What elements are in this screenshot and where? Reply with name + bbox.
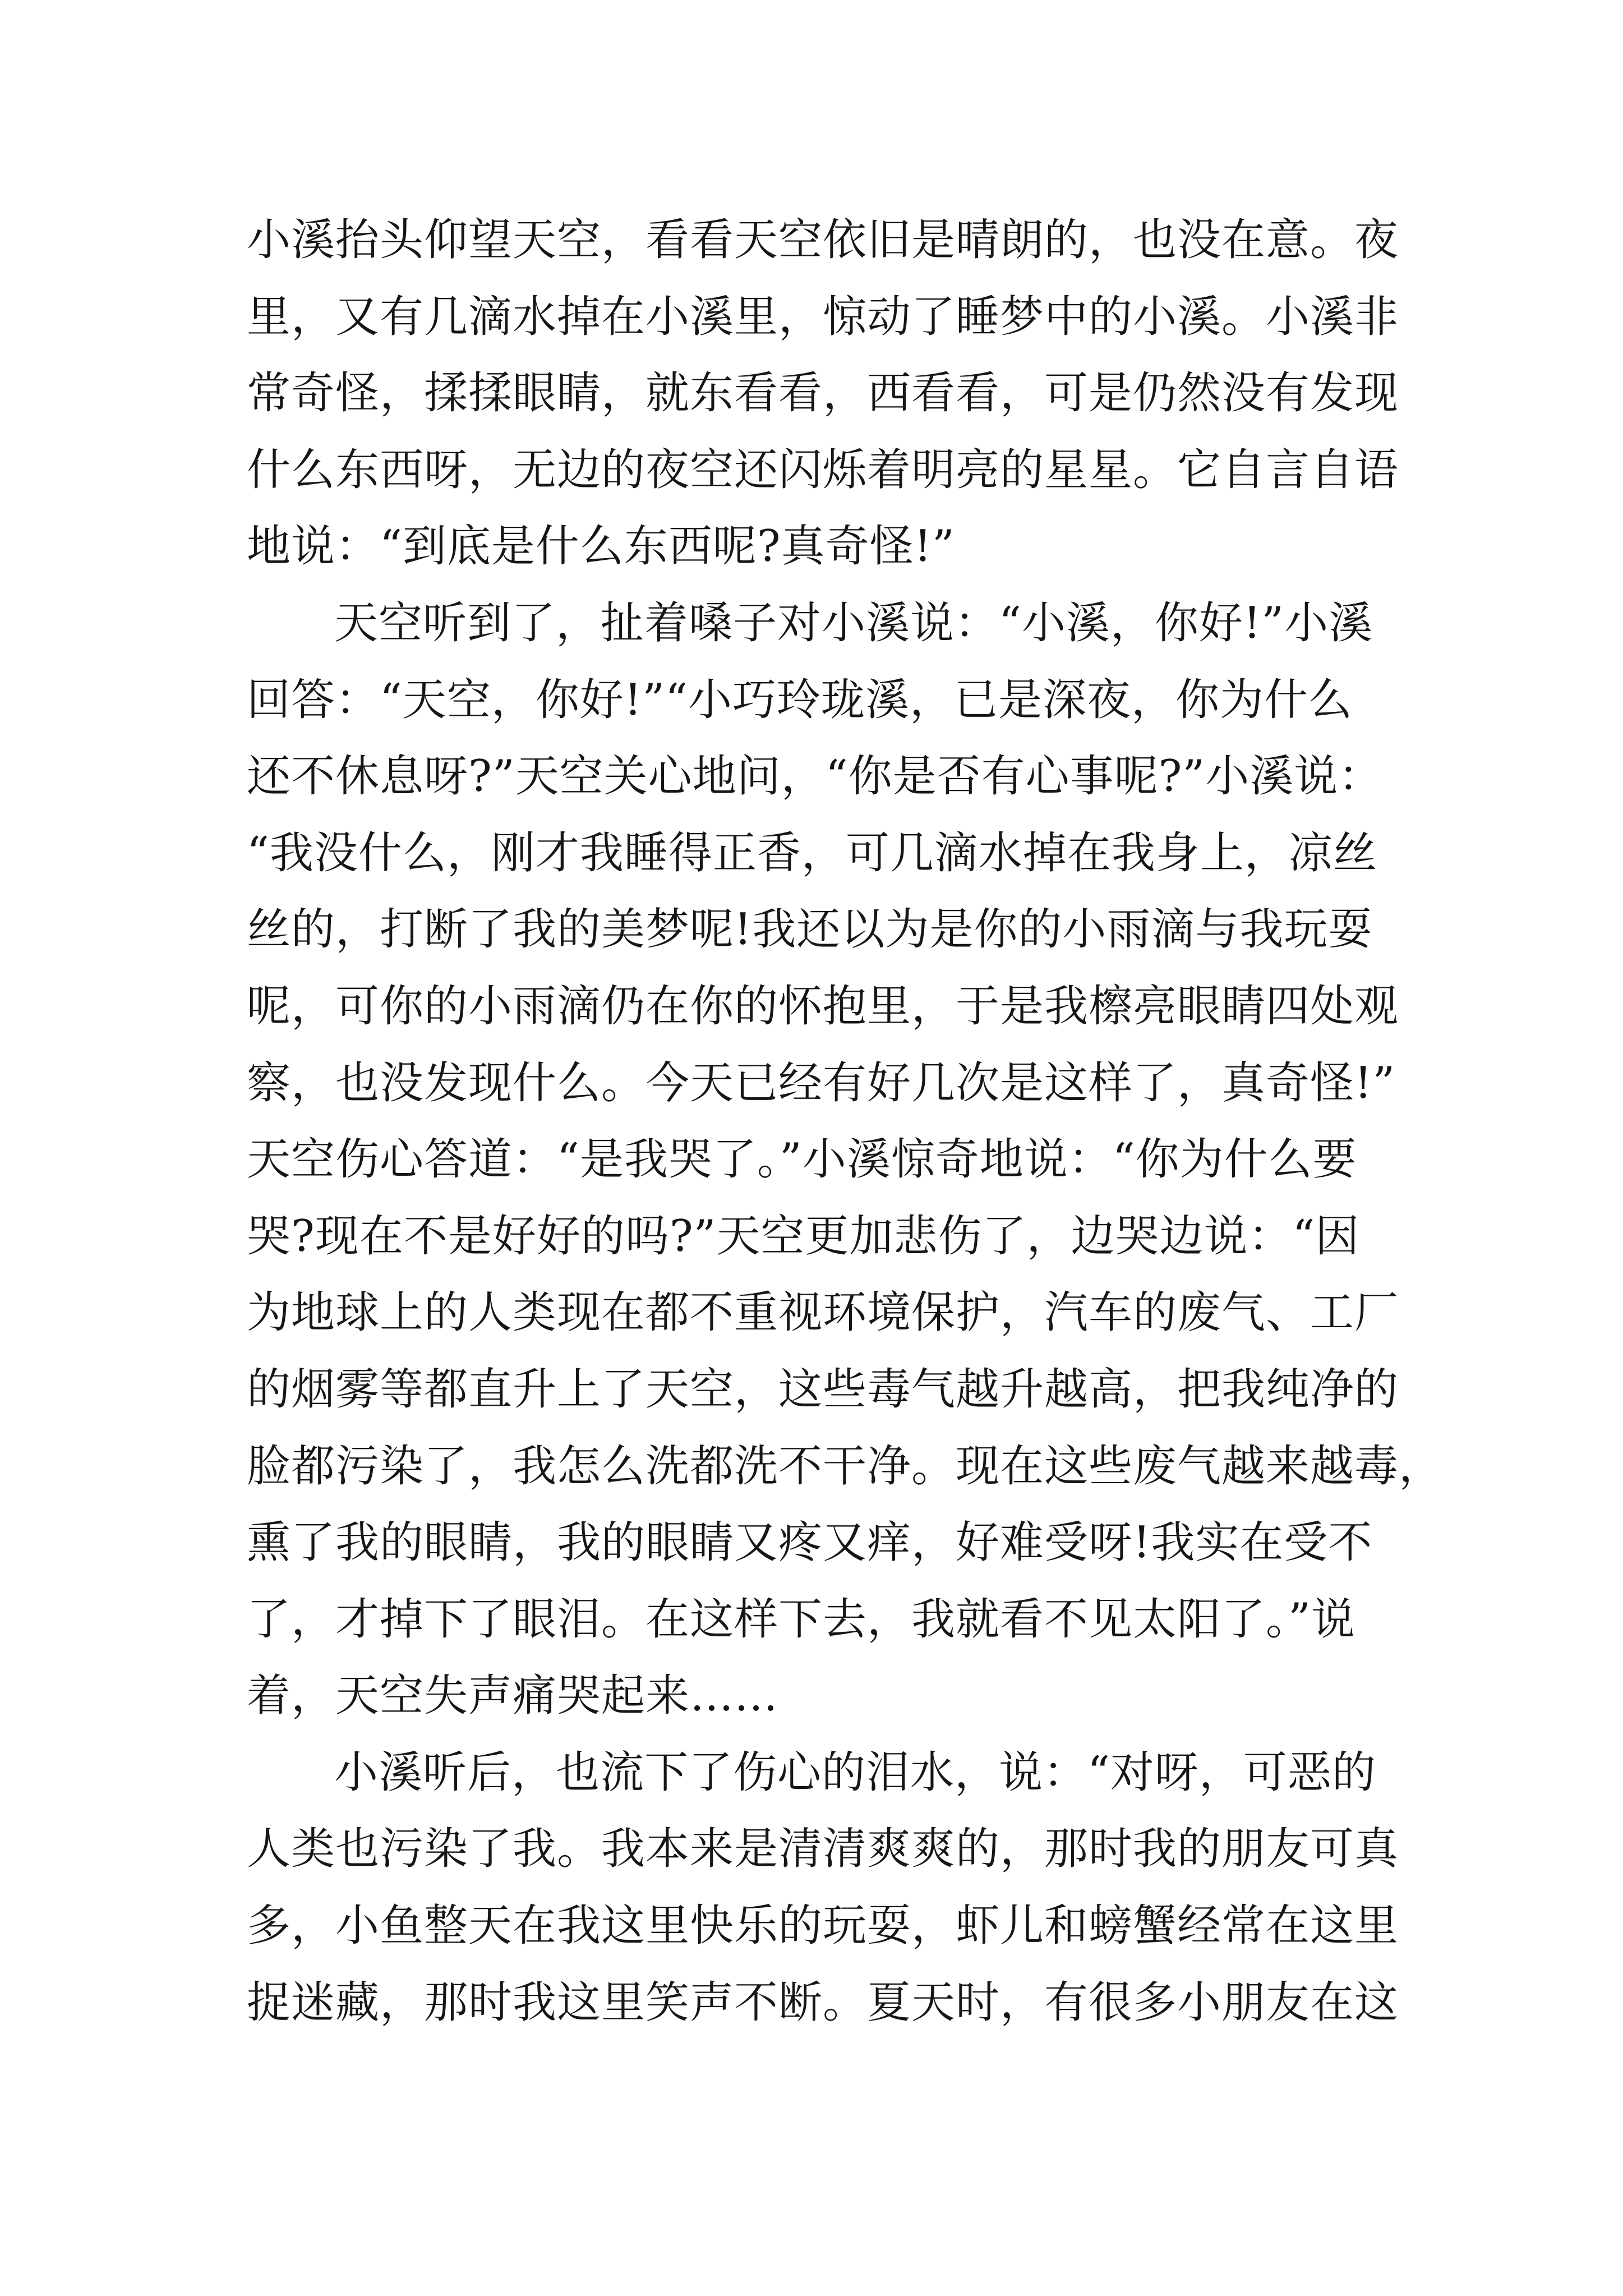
text-line: 呢，可你的小雨滴仍在你的怀抱里，于是我檫亮眼睛四处观 xyxy=(247,981,1399,1032)
text-line: 里，又有几滴水掉在小溪里，惊动了睡梦中的小溪。小溪非 xyxy=(247,291,1399,342)
text-line: 了，才掉下了眼泪。在这样下去，我就看不见太阳了。”说 xyxy=(247,1594,1355,1645)
text-line: 地说：“到底是什么东西呢?真奇怪!” xyxy=(247,521,955,572)
text-line: 人类也污染了我。我本来是清清爽爽的，那时我的朋友可真 xyxy=(247,1824,1399,1875)
text-line: 还不休息呀?”天空关心地问，“你是否有心事呢?”小溪说： xyxy=(247,751,1383,802)
text-line: 常奇怪，揉揉眼睛，就东看看，西看看，可是仍然没有发现 xyxy=(247,368,1399,419)
paragraph-first-line: 天空听到了，扯着嗓子对小溪说：“小溪，你好!”小溪 xyxy=(334,597,1373,648)
text-line: 小溪抬头仰望天空，看看天空依旧是晴朗的，也没在意。夜 xyxy=(247,215,1399,265)
text-line: “我没什么，刚才我睡得正香，可几滴水掉在我身上，凉丝 xyxy=(247,827,1377,878)
text-line: 察，也没发现什么。今天已经有好几次是这样了，真奇怪!” xyxy=(247,1057,1396,1108)
text-line: 多，小鱼整天在我这里快乐的玩耍，虾儿和螃蟹经常在这里 xyxy=(247,1901,1399,1952)
text-line: 天空伤心答道：“是我哭了。”小溪惊奇地说：“你为什么要 xyxy=(247,1134,1357,1185)
text-line: 捉迷藏，那时我这里笑声不断。夏天时，有很多小朋友在这 xyxy=(247,1977,1399,2028)
text-line: 什么东西呀，无边的夜空还闪烁着明亮的星星。它自言自语 xyxy=(247,444,1399,495)
paragraph-first-line: 小溪听后，也流下了伤心的泪水，说：“对呀，可恶的 xyxy=(334,1747,1376,1798)
text-line: 熏了我的眼睛，我的眼睛又疼又痒，好难受呀!我实在受不 xyxy=(247,1517,1373,1568)
text-line: 哭?现在不是好好的吗?”天空更加悲伤了，边哭边说：“因 xyxy=(247,1211,1360,1262)
body-text xyxy=(247,202,1444,2041)
text-line: 的烟雾等都直升上了天空，这些毒气越升越高，把我纯净的 xyxy=(247,1364,1399,1415)
text-line: 为地球上的人类现在都不重视环境保护，汽车的废气、工厂 xyxy=(247,1287,1399,1338)
text-line: 着，天空失声痛哭起来…… xyxy=(247,1671,779,1722)
text-line: 回答：“天空，你好!”“小巧玲珑溪，已是深夜，你为什么 xyxy=(247,674,1353,725)
text-line: 丝的，打断了我的美梦呢!我还以为是你的小雨滴与我玩耍 xyxy=(247,904,1373,955)
text-line: 脸都污染了，我怎么洗都洗不干净。现在这些废气越来越毒， xyxy=(247,1441,1444,1492)
